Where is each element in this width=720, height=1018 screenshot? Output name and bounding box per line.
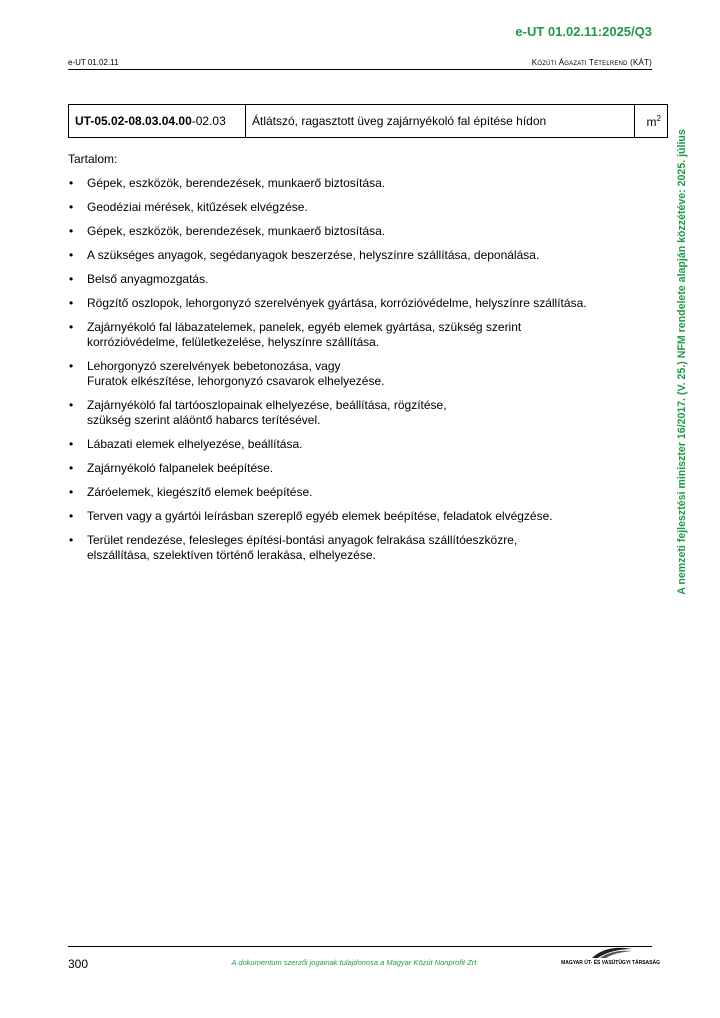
side-note-text: A nemzeti fejlesztési miniszter 16/2017. (V. 25.) NFM rendelete alapján közzétéve: 2025. július <box>676 129 688 595</box>
content-bullet-item <box>68 296 648 311</box>
header-left: e-UT 01.02.11 <box>68 58 119 67</box>
content-bullet-item <box>68 176 648 191</box>
page-number: 300 <box>68 957 89 971</box>
item-code-suffix: -02.03 <box>191 114 226 128</box>
bullet-line: Geodéziai mérések, kitűzések elvégzése. <box>87 200 308 214</box>
item-code: UT-05.02-08.03.04.00 <box>75 114 192 128</box>
content-bullet-item <box>68 533 648 563</box>
item-row <box>69 105 668 138</box>
bullet-line: A szükséges anyagok, segédanyagok beszerzése, helyszínre szállítása, deponálása. <box>87 248 540 262</box>
bullet-line: Zajárnyékoló falpanelek beépítése. <box>87 461 274 475</box>
content-bullet-item <box>68 485 648 500</box>
bullet-line: Rögzítő oszlopok, lehorgonyzó szerelvények gyártása, korrózióvédelme, helyszínre szállítása. <box>87 296 587 310</box>
bullet-line: Gépek, eszközök, berendezések, munkaerő biztosítása. <box>87 176 386 190</box>
item-unit-cell <box>635 105 668 138</box>
content-bullet-item <box>68 437 648 452</box>
copyright-notice: A dokumentum szerzői jogainak tulajdonosa a Magyar Közút Nonprofit Zrt. <box>231 958 479 967</box>
content-bullet-item <box>68 248 648 263</box>
content-bullet-item <box>68 359 648 389</box>
content-bullet-item <box>68 509 648 524</box>
content-bullet-item <box>68 200 648 215</box>
content-bullet-item <box>68 224 648 239</box>
document-code: e-UT 01.02.11:2025/Q3 <box>515 24 652 39</box>
bullet-line: Furatok elkészítése, lehorgonyzó csavarok elhelyezése. <box>87 374 385 388</box>
content-section <box>68 152 648 572</box>
bullet-line: korrózióvédelme, felületkezelése, helyszínre szállítása. <box>87 335 380 349</box>
content-title: Tartalom: <box>68 152 118 166</box>
bullet-line: Zajárnyékoló fal tartóoszlopainak elhelyezése, beállítása, rögzítése, <box>87 398 447 412</box>
item-unit-exponent: 2 <box>656 113 661 123</box>
page-header <box>68 58 652 70</box>
bullet-line: szükség szerint aláöntő habarcs terítésével. <box>87 413 321 427</box>
content-bullet-item <box>68 461 648 476</box>
road-logo-icon <box>590 946 634 960</box>
item-unit: m <box>646 114 657 129</box>
bullet-line: Terven vagy a gyártói leírásban szereplő egyéb elemek beépítése, feladatok elvégzése. <box>87 509 553 523</box>
side-publication-note <box>672 96 692 628</box>
content-bullet-item <box>68 272 648 287</box>
bullet-line: Lábazati elemek elhelyezése, beállítása. <box>87 437 303 451</box>
content-bullet-item <box>68 320 648 350</box>
publisher-logo <box>560 946 660 970</box>
bullet-line: Belső anyagmozgatás. <box>87 272 209 286</box>
item-code-cell <box>69 105 246 138</box>
item-description: Átlátszó, ragasztott üveg zajárnyékoló fal építése hídon <box>246 105 635 138</box>
content-bullet-list <box>68 176 648 563</box>
content-bullet-item <box>68 398 648 428</box>
bullet-line: Zajárnyékoló fal lábazatelemek, panelek, egyéb elemek gyártása, szükség szerint <box>87 320 522 334</box>
bullet-line: Terület rendezése, felesleges építési-bontási anyagok felrakása szállítóeszközre, <box>87 533 518 547</box>
bullet-line: elszállítása, szelektíven történő lerakása, elhelyezése. <box>87 548 376 562</box>
header-right: Közúti Ágazati Tételrend (KÁT) <box>531 58 652 67</box>
logo-text: MAGYAR ÚT- ÉS VASÚTÜGYI TÁRSASÁG <box>561 960 660 966</box>
bullet-line: Lehorgonyzó szerelvények bebetonozása, vagy <box>87 359 341 373</box>
bullet-line: Záróelemek, kiegészítő elemek beépítése. <box>87 485 313 499</box>
item-table <box>68 104 668 138</box>
bullet-line: Gépek, eszközök, berendezések, munkaerő biztosítása. <box>87 224 386 238</box>
